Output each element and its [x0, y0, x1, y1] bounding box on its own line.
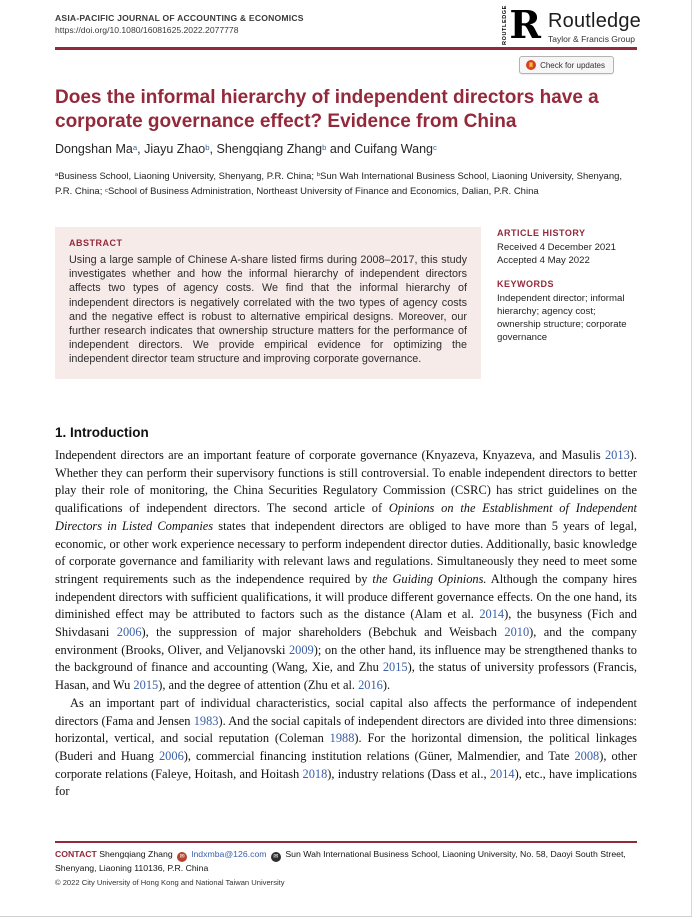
- routledge-r-icon: R: [509, 2, 542, 47]
- text-segment: ), the suppression of major shareholders (Bebchuk and Weisbach: [141, 625, 505, 640]
- text-segment: ), commercial financing institution relations (Güner, Malmendier, and Tate: [183, 748, 575, 763]
- text-segment: ), the busyness (Fich and Shivdasani: [55, 607, 638, 640]
- article-history-block: [497, 228, 637, 267]
- citation-link[interactable]: 2008: [574, 748, 600, 763]
- citation-link[interactable]: 2010: [504, 625, 530, 640]
- citation-link[interactable]: 2016: [358, 678, 383, 693]
- check-for-updates-button[interactable]: [519, 56, 614, 74]
- text-segment: ), industry relations (Dass et al.,: [327, 766, 490, 781]
- citation-link[interactable]: 2009: [288, 642, 314, 657]
- author-list: [55, 142, 637, 156]
- routledge-name: Routledge: [548, 10, 641, 32]
- abstract-text: Using a large sample of Chinese A-share listed firms during 2008–2017, this study investigates whether and how the informal hierarchy of independent directors affects two types of agency costs. We find that the informal hierarchy of independent directors is negatively correlated with the two types of agency costs and the negative effect is robust to alternative empirical designs. Moreover, our further research indicates that ownership structure matters for the performance of independent directors. We provide empirical evidence for optimizing the independent director team structure and improving corporate governance.: [69, 254, 467, 366]
- contact-label: CONTACT: [55, 849, 97, 859]
- text-segment: ). Whether they can perform their supervisory functions is still controversial. To enable independent directors to better play their role of monitoring, the China Securities Regulatory Commission (CSRC) has strict guidelines on the qualifications of independent directors. The second article of: [55, 448, 637, 516]
- routledge-vertical-text: ROUTLEDGE: [502, 5, 509, 45]
- superscript: b: [322, 142, 327, 152]
- superscript: a: [132, 142, 138, 152]
- text-segment: ); on the other hand, its influence may be strengthened thanks to the background of finance and accounting (Wang, Xie, and Zhu: [55, 642, 637, 675]
- citation-link[interactable]: 1983: [193, 713, 219, 728]
- address-icon: ✉: [271, 852, 281, 862]
- superscript: b: [316, 172, 320, 179]
- text-segment: ), the status of university professors (Francis, Hasan, and Wu: [55, 660, 637, 693]
- text-segment: Business School, Liaoning University, Shenyang, P.R. China;: [58, 171, 317, 182]
- header-rule: [55, 47, 637, 50]
- italic-text: the Guiding Opinions.: [372, 571, 487, 586]
- text-segment: As an important part of individual characteristics, social capital also affects the performance of independent directors (Fama and Jensen: [55, 695, 637, 728]
- text-segment: , Jiayu Zhao: [137, 142, 206, 156]
- text-segment: Independent directors are an important feature of corporate governance (Knyazeva, Knyazeva, and Masulis: [55, 448, 605, 462]
- received-date: Received 4 December 2021: [497, 242, 616, 253]
- abstract-box: [55, 227, 481, 379]
- citation-link[interactable]: 2014: [479, 607, 505, 622]
- footer-rule: [55, 841, 637, 843]
- text-segment: and Cuifang Wang: [326, 142, 434, 156]
- text-segment: , Shengqiang Zhang: [209, 142, 323, 156]
- text-segment: ), other corporate relations (Faleye, Hoitash, and Hoitash: [55, 748, 637, 781]
- doi-link[interactable]: https://doi.org/10.1080/16081625.2022.2077778: [55, 24, 239, 35]
- article-meta-sidebar: [497, 227, 637, 379]
- italic-text: Opinions on the Establishment of Independent Directors in Listed Companies: [55, 501, 637, 533]
- superscript: b: [205, 142, 210, 152]
- citation-link[interactable]: 2018: [302, 766, 328, 781]
- text-segment: School of Business Administration, Northeast University of Finance and Economics, Dalian, P.R. China: [107, 186, 539, 198]
- introduction-body: [55, 447, 637, 801]
- keywords-heading: KEYWORDS: [497, 279, 555, 289]
- journal-name: ASIA-PACIFIC JOURNAL OF ACCOUNTING & ECONOMICS: [55, 13, 304, 23]
- section-heading-introduction: 1. Introduction: [55, 425, 149, 440]
- crossmark-icon: [526, 60, 536, 70]
- citation-link[interactable]: 2015: [133, 678, 159, 693]
- taylor-francis-group-label: Taylor & Francis Group: [548, 34, 635, 44]
- check-for-updates-label: Check for updates: [540, 60, 605, 70]
- routledge-logo: [502, 2, 641, 47]
- email-icon: ✉: [177, 852, 187, 862]
- article-history-heading: ARTICLE HISTORY: [497, 228, 586, 238]
- intro-paragraph-2: [55, 695, 637, 801]
- routledge-mark: [502, 2, 542, 47]
- copyright-notice: © 2022 City University of Hong Kong and National Taiwan University: [55, 878, 285, 888]
- citation-link[interactable]: 2015: [382, 660, 408, 675]
- keywords-block: [497, 279, 637, 344]
- intro-paragraph-1: [55, 447, 637, 695]
- citation-link[interactable]: 2014: [489, 766, 515, 781]
- text-segment: ), and the company environment (Brooks, Oliver, and Veljanovski: [55, 625, 637, 657]
- text-segment: ).: [382, 678, 391, 693]
- contact-footnote: [55, 848, 637, 890]
- text-segment: Although the company hires independent directors with sufficient qualifications, it will produce different governance effects. On the one hand, its diminished effect may be attributed to factors such as the distance (Alam et al.: [55, 571, 637, 622]
- text-segment: Sun Wah International Business School, Liaoning University, Shenyang, P.R. China;: [55, 171, 623, 198]
- contact-name: Shengqiang Zhang: [99, 849, 173, 859]
- superscript: c: [433, 142, 437, 152]
- text-segment: ). For the horizontal dimension, the political linkages (Buderi and Huang: [55, 731, 637, 763]
- citation-link[interactable]: 1988: [329, 731, 355, 746]
- article-title: Does the informal hierarchy of independent directors have a corporate governance effect? Evidence from China: [55, 87, 599, 132]
- journal-header: [55, 13, 304, 36]
- text-segment: ), and the degree of attention (Zhu et al.: [158, 678, 359, 693]
- affiliations: [55, 170, 637, 200]
- abstract-columns: [55, 227, 637, 379]
- citation-link[interactable]: 2006: [158, 748, 184, 763]
- text-segment: ), etc., have implications for: [55, 766, 637, 799]
- routledge-wordmark: [548, 7, 641, 44]
- abstract-heading: ABSTRACT: [69, 238, 123, 248]
- contact-address: Sun Wah International Business School, Liaoning University, No. 58, Daoyi South Street, Shenyang, Liaoning 110136, P.R. China: [55, 849, 626, 874]
- citation-link[interactable]: 2006: [116, 625, 142, 640]
- superscript: c: [105, 187, 108, 194]
- keywords-text: Independent director; informal hierarchy; agency cost; ownership structure; corporate governance: [497, 293, 627, 343]
- accepted-date: Accepted 4 May 2022: [497, 255, 590, 266]
- email-link[interactable]: lndxmba@126.com: [191, 849, 267, 859]
- text-segment: states that independent directors are obliged to have more than 5 years of legal, economic, or other work experience necessary to perform independent director duties. Additionally, basic knowledge of corporate governance and familiarity with relevant laws and regulations. Simultaneously they need to meet some stringent requirements such as the independence required by: [55, 518, 638, 586]
- citation-link[interactable]: 2013: [604, 448, 630, 462]
- text-segment: Dongshan Ma: [55, 142, 133, 156]
- text-segment: ). And the social capitals of independent directors are divided into three dimensions: horizontal, vertical, and social reputation (Coleman: [55, 713, 637, 746]
- superscript: a: [55, 172, 59, 179]
